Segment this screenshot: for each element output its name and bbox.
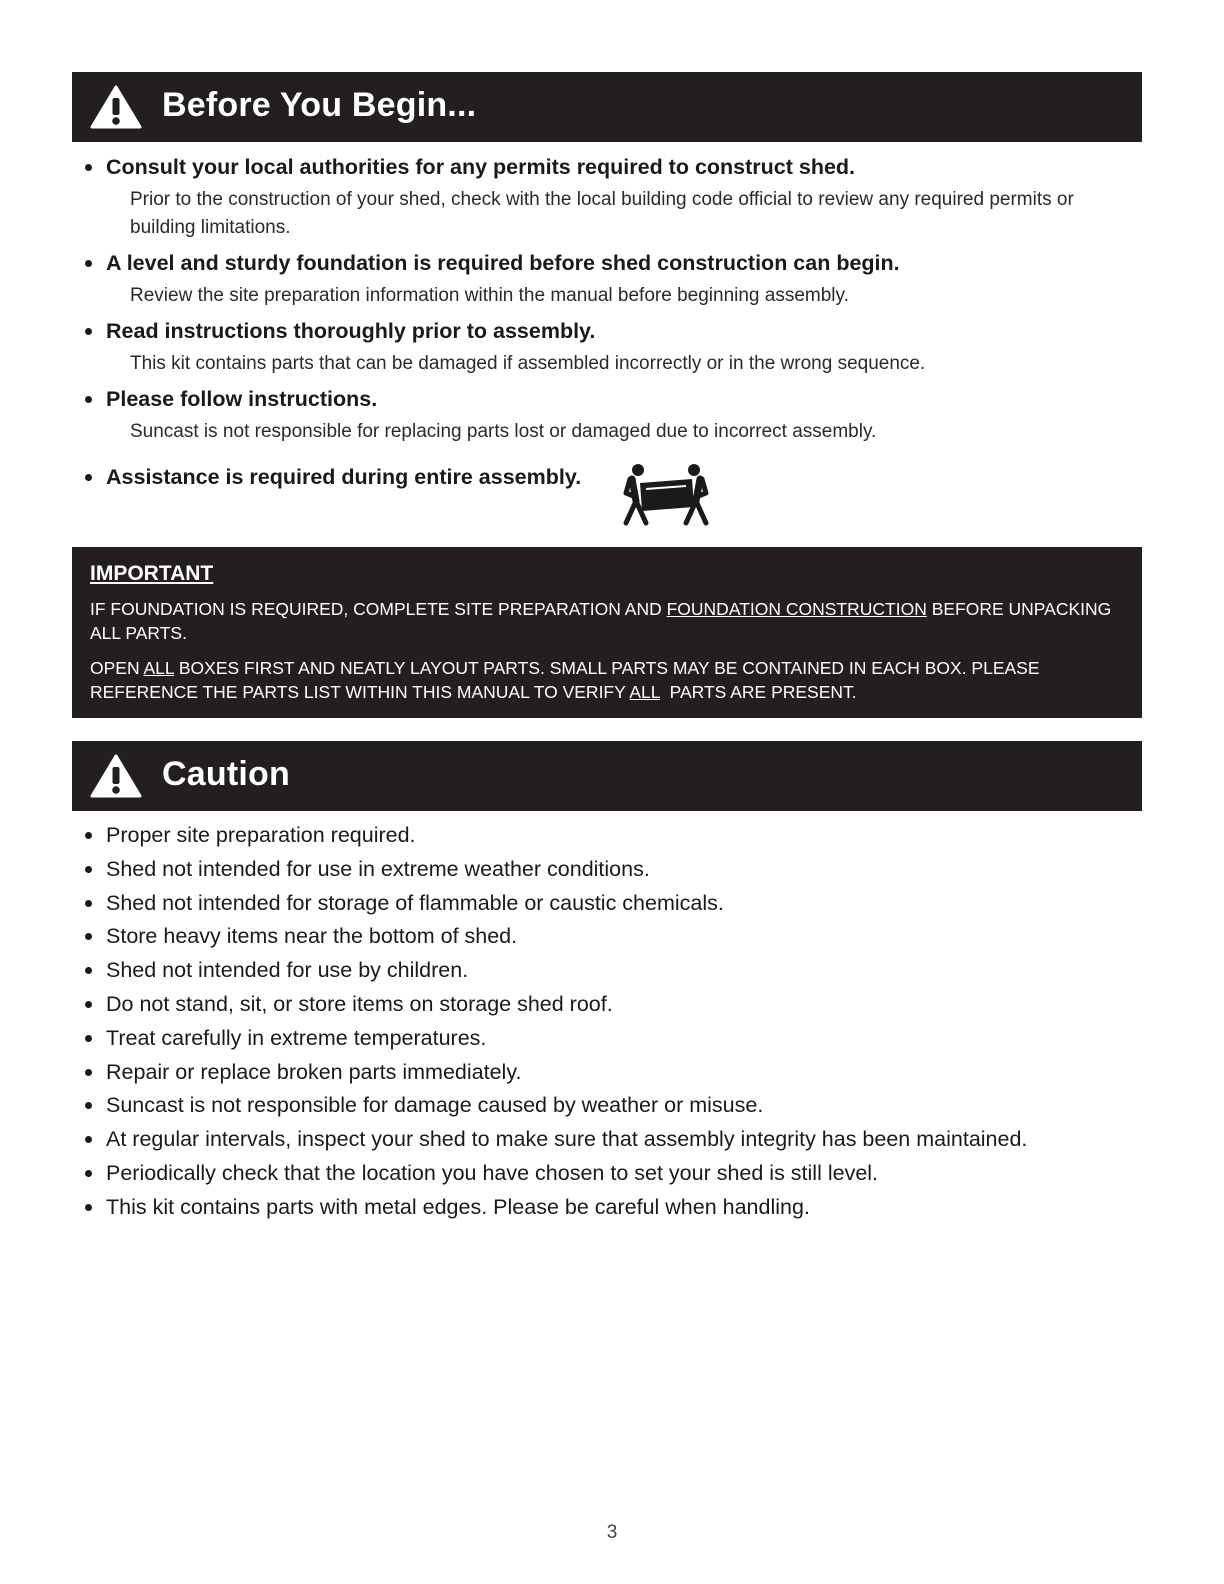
important-paragraph-foundation [90,597,1124,645]
caution-item: Shed not intended for storage of flammable or caustic chemicals. [72,889,1056,917]
list-item-body: Review the site preparation information within the manual before beginning assembly. [130,285,849,306]
list-item-body: This kit contains parts that can be damaged if assembled incorrectly or in the wrong sequence. [130,353,926,374]
underlined-text: ALL [143,658,174,678]
caution-item: This kit contains parts with metal edges. Please be careful when handling. [72,1193,1056,1221]
list-item [72,382,1142,446]
caution-banner [72,741,1142,811]
text-run: PARTS ARE PRESENT. [659,682,857,702]
underlined-text: FOUNDATION CONSTRUCTION [666,599,927,619]
caution-item: Shed not intended for use by children. [72,956,1056,984]
caution-item: Do not stand, sit, or store items on storage shed roof. [72,990,1056,1018]
list-item [72,314,1142,378]
list-item-heading: Assistance is required during entire assembly. [72,460,1142,494]
list-item-heading: Please follow instructions. [72,382,1142,416]
warning-triangle-icon [90,753,142,799]
caution-title: Caution [162,755,290,793]
list-item [72,150,1142,242]
page-number: 3 [606,1522,618,1543]
list-item [72,460,1142,494]
list-item-heading: Consult your local authorities for any permits required to construct shed. [72,150,1142,184]
caution-item: Shed not intended for use in extreme weather conditions. [72,855,1056,883]
list-item-heading: Read instructions thoroughly prior to assembly. [72,314,1142,348]
before-you-begin-list [72,150,1142,494]
caution-item: Store heavy items near the bottom of shed. [72,922,1056,950]
caution-item: Proper site preparation required. [72,821,1056,849]
before-you-begin-banner [72,72,1142,142]
important-title: IMPORTANT [90,562,214,585]
list-item-heading: A level and sturdy foundation is required before shed construction can begin. [72,246,1142,280]
caution-item: Periodically check that the location you have chosen to set your shed is still level. [72,1159,1056,1187]
important-paragraph-boxes [90,656,1124,704]
caution-list [72,821,1142,1227]
text-run: BEFORE UNPACKING ALL PARTS. [90,599,1112,643]
list-item-body: Prior to the construction of your shed, check with the local building code official to review any required permits or building limitations. [130,189,1074,238]
underlined-text: ALL [629,682,660,702]
caution-item: Treat carefully in extreme temperatures. [72,1024,1056,1052]
caution-item: Suncast is not responsible for damage caused by weather or misuse. [72,1091,1056,1119]
two-person-carry-icon [620,463,712,529]
text-run: BOXES FIRST AND NEATLY LAYOUT PARTS. SMALL PARTS MAY BE CONTAINED IN EACH BOX. PLEASE REFERENCE THE PARTS LIST WITHIN THIS MANUAL TO VERIFY [90,658,1040,702]
important-notice [72,547,1142,718]
caution-item: At regular intervals, inspect your shed to make sure that assembly integrity has been maintained. [72,1125,1056,1153]
text-run: IF FOUNDATION IS REQUIRED, COMPLETE SITE PREPARATION AND [90,599,667,619]
before-you-begin-title: Before You Begin... [162,86,477,124]
text-run: OPEN [90,658,144,678]
list-item-body: Suncast is not responsible for replacing parts lost or damaged due to incorrect assembly. [130,421,877,442]
caution-item: Repair or replace broken parts immediately. [72,1058,1056,1086]
list-item [72,246,1142,310]
warning-triangle-icon [90,84,142,130]
